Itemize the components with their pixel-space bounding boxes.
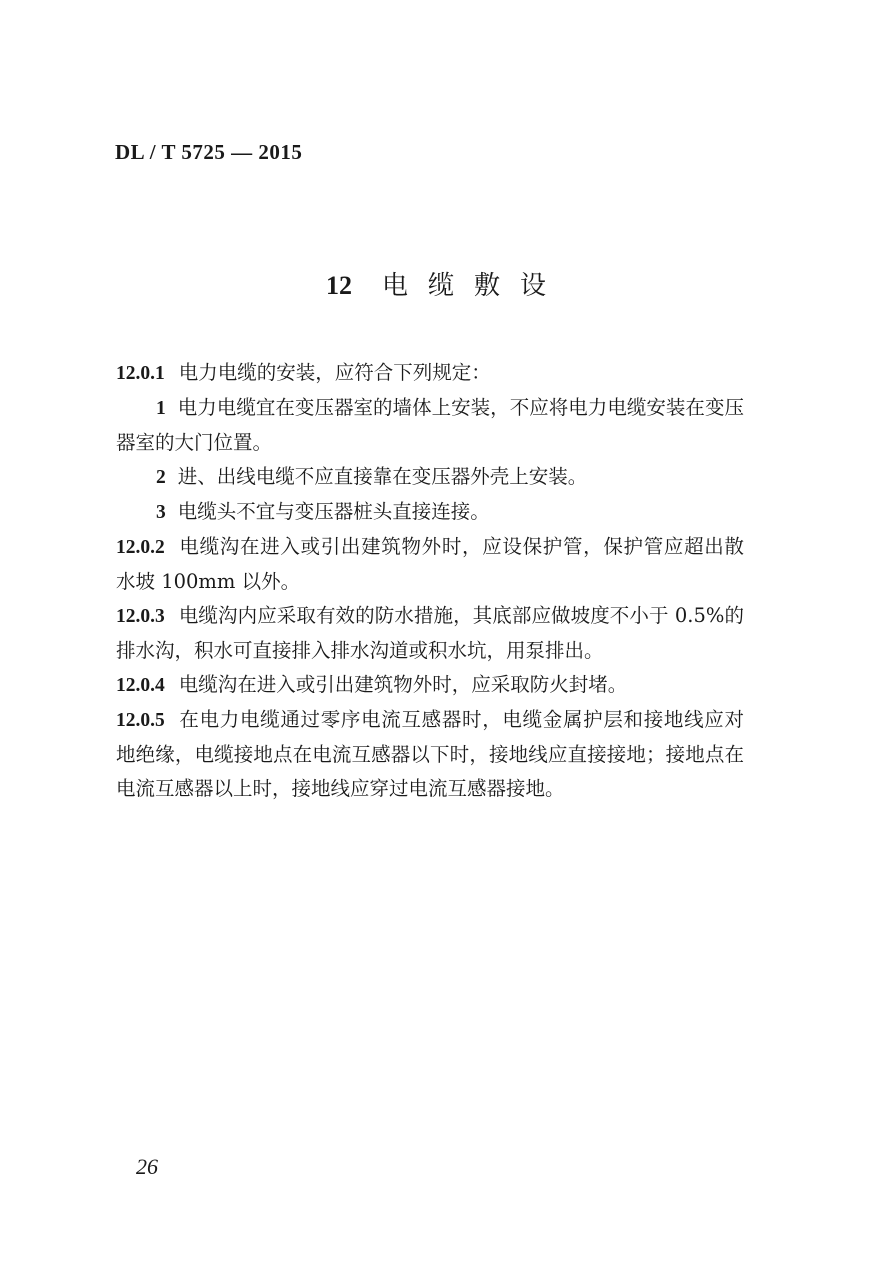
clause-12-0-1-item-3: [116, 495, 744, 530]
standard-code: DL / T 5725 — 2015: [115, 140, 303, 164]
clause-number: 12.0.4: [116, 675, 165, 696]
item-number: 3: [156, 502, 166, 523]
clause-12-0-3: [116, 599, 744, 668]
chapter-number: 12: [325, 271, 352, 300]
clause-12-0-4: [116, 668, 744, 703]
item-number: 2: [156, 467, 166, 488]
clause-12-0-2: [116, 530, 744, 599]
clause-12-0-1-item-1: [116, 391, 744, 460]
item-number: 1: [156, 398, 166, 419]
chapter-title: 电缆敷设: [381, 271, 566, 301]
page-number: 26: [136, 1154, 158, 1179]
clause-12-0-1: [116, 356, 744, 391]
clause-text: 电缆沟在进入或引出建筑物外时，应设保护管，保护管应超出散水坡 100mm 以外。: [116, 535, 744, 593]
chapter-body: [116, 356, 744, 806]
clause-number: 12.0.2: [116, 537, 165, 558]
item-text: 电力电缆宜在变压器室的墙体上安装，不应将电力电缆安装在变压器室的大门位置。: [116, 396, 744, 454]
clause-number: 12.0.3: [116, 606, 165, 627]
clause-12-0-5: [116, 703, 744, 806]
clause-number: 12.0.5: [116, 710, 165, 731]
clause-text: 电力电缆的安装，应符合下列规定：: [178, 361, 491, 384]
item-text: 进、出线电缆不应直接靠在变压器外壳上安装。: [177, 465, 588, 488]
clause-number: 12.0.1: [116, 363, 165, 384]
chapter-heading: [0, 265, 892, 302]
clause-text: 电缆沟内应采取有效的防水措施，其底部应做坡度不小于 0.5%的排水沟，积水可直接排入排水沟道或积水坑，用泵排出。: [116, 604, 744, 662]
clause-text: 电缆沟在进入或引出建筑物外时，应采取防火封堵。: [178, 673, 628, 696]
clause-12-0-1-item-2: [116, 460, 744, 495]
item-text: 电缆头不宜与变压器桩头直接连接。: [177, 500, 490, 523]
clause-text: 在电力电缆通过零序电流互感器时，电缆金属护层和接地线应对地绝缘，电缆接地点在电流互感器以下时，接地线应直接接地；接地点在电流互感器以上时，接地线应穿过电流互感器接地。: [116, 708, 744, 800]
